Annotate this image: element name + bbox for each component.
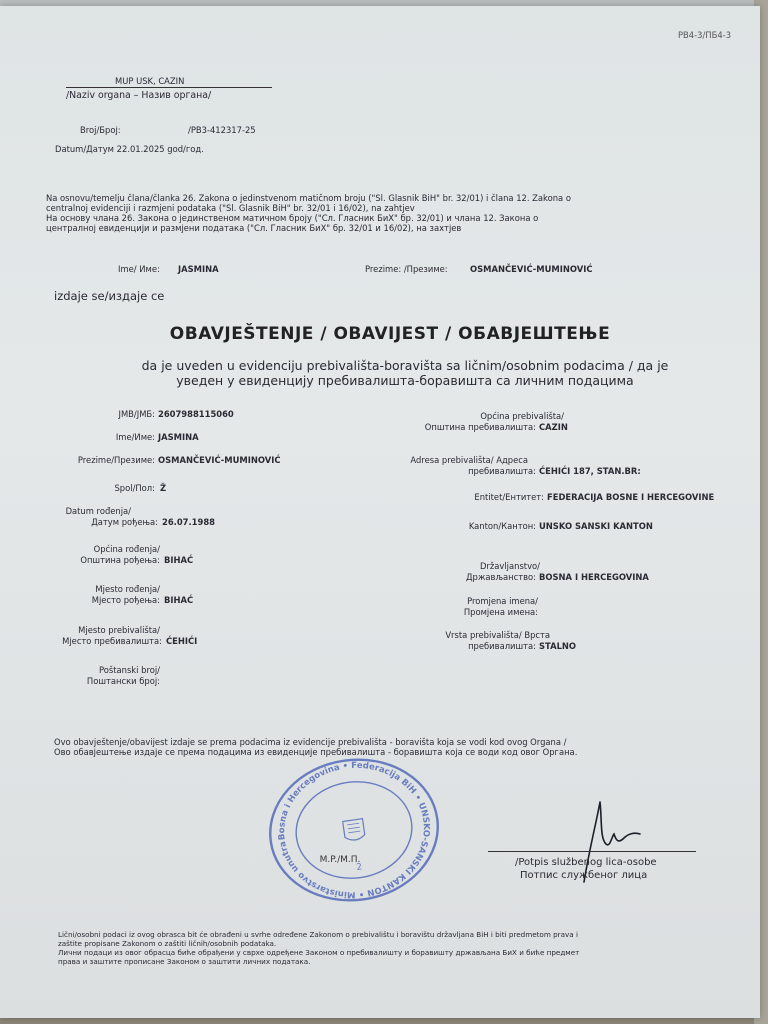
coat-of-arms-icon (343, 819, 366, 842)
subtitle-line-1: da je uveden u evidenciju prebivališta-boravišta sa ličnim/osobnim podacima / да је (141, 358, 669, 373)
canton-value: UNSKO SANSKI KANTON (539, 521, 653, 531)
document-page (0, 6, 760, 1018)
last-name-value: OSMANČEVIĆ-MUMINOVIĆ (158, 455, 281, 465)
birth-place-label-1: Mjesto rođenja/ (95, 584, 160, 594)
stamp-inner-ring (290, 774, 418, 885)
residence-type-label-2: пребивалишта: (468, 641, 536, 651)
subtitle-line-2: уведен у евиденцију пребивалишта-боравишта са личним подацима (176, 373, 634, 388)
first-name-label: Ime/Име: (115, 432, 155, 442)
birth-place-value: BIHAĆ (164, 595, 194, 605)
footer-latin-1: Lični/osobni podaci iz ovog obrasca bit će obrađeni u svrhe određene Zakonom o prebivalištu i boravištu državljana BiH i biti predmetom prava i (58, 930, 578, 939)
residence-municipality-label-2: Општина пребивалишта: (424, 422, 536, 432)
address-label-2: пребивалишта: (468, 466, 536, 476)
birth-municipality-value: BIHAĆ (164, 555, 194, 565)
document-title: OBAVJEŠTENJE / OBAVIJEST / ОБАВЈЕШТЕЊЕ (169, 324, 611, 344)
legal-basis-cyr-2: централној евиденцији и размјени података ("Сл. Гласник БиХ" бр. 32/01 и 16/02), на захтјев (46, 223, 462, 233)
legal-basis-latin-2: centralnoj evidenciji i razmjeni podataka ("Sl. Glasnik BiH" br. 32/01 i 16/02), na zahtjev (46, 203, 415, 213)
authority-label: /Naziv organa – Назив органа/ (66, 90, 212, 101)
birth-date-label-2: Датум рођења: (91, 517, 158, 527)
address-label-1: Adresa prebivališta/ Адреса (410, 455, 528, 465)
name-change-label-2: Промјена имена: (463, 607, 538, 617)
postal-code-label-2: Поштански број: (86, 676, 160, 686)
issue-note-1: Ovo obavještenje/obavijest izdaje se prema podacima iz evidencije prebivališta - boravišta koja se vodi kod ovog Organa / (54, 737, 567, 747)
entity-label: Entitet/Ентитет: (474, 492, 544, 502)
date-label: Datum/Датум (55, 144, 114, 154)
number-value: /PB3-412317-25 (188, 125, 256, 135)
birth-date-label-1: Datum rođenja/ (65, 506, 131, 516)
signature-line (488, 851, 696, 852)
birth-place-label-2: Мјесто рођења: (91, 595, 160, 605)
official-stamp (262, 758, 446, 902)
date-suffix: god/год. (167, 144, 204, 154)
footer-cyr-1: Лични подаци из овог обрасца биће обрађени у сврхе одређене Законом о пребивалишту и боравишту држављана БиХ и биће предмет (58, 948, 580, 957)
legal-basis-cyr-1: На основу члана 26. Закона о јединственом матичном броју ("Сл. Гласник БиХ" бр. 32/01) и члана 12. Закона о (46, 213, 539, 223)
stamp-outer-ring (262, 758, 446, 902)
address-value: ĆEHIĆI 187, STAN.BR: (539, 466, 641, 476)
birth-municipality-label-1: Općina rođenja/ (93, 544, 160, 554)
residence-type-label-1: Vrsta prebivališta/ Врста (445, 630, 550, 640)
entity-value: FEDERACIJA BOSNE I HERCEGOVINE (547, 492, 715, 502)
residence-municipality-label-1: Općina prebivališta/ (480, 411, 564, 421)
stamp-ring-text: Bosna i Hercegovina • Federacija BiH • UNSKO-SANSKI KANTON • Ministarstvo unutrašnjih (277, 760, 431, 900)
authority-name: MUP USK, CAZIN (115, 76, 185, 86)
applicant-last-name: OSMANČEVIĆ-MUMINOVIĆ (470, 264, 593, 274)
residence-type-value: STALNO (539, 641, 577, 651)
last-name-label: Prezime/Презиме: (77, 455, 155, 465)
signature-label-2: Потпис службеног лица (520, 870, 648, 881)
number-label: Broj/Број: (80, 125, 121, 135)
citizenship-value: BOSNA I HERCEGOVINA (539, 572, 649, 582)
residence-municipality-value: CAZIN (539, 422, 568, 432)
name-change-label-1: Promjena imena/ (467, 596, 538, 606)
date-line (55, 144, 204, 154)
first-name-value: JASMINA (158, 432, 199, 442)
stamp-mp-label: M.P./М.П. (319, 855, 361, 865)
signature-label-1: /Potpis službenog lica-osobe (515, 857, 657, 868)
sex-value: Ž (160, 483, 167, 493)
footer-latin-2: zaštite propisane Zakonom o zaštiti ličnih/osobnih podataka. (58, 939, 277, 948)
jmb-value: 2607988115060 (158, 409, 234, 419)
birth-municipality-label-2: Општина рођења: (80, 555, 160, 565)
applicant-last-name-label: Prezime: /Презиме: (365, 264, 448, 274)
applicant-first-name-label: Ime/ Име: (118, 264, 160, 274)
issues-text: izdaje se/издаје се (54, 289, 165, 303)
birth-date-value: 26.07.1988 (162, 517, 215, 527)
canton-label: Kanton/Кантон: (468, 521, 536, 531)
citizenship-label-2: Држављанство: (465, 572, 536, 582)
footer-cyr-2: права и заштите прописане Законом о заштити личних података. (58, 957, 311, 966)
legal-basis-latin-1: Na osnovu/temelju člana/članka 26. Zakona o jedinstvenom matičnom broju ("Sl. Glasnik BiH" br. 32/01) i člana 12. Zakona o (46, 193, 571, 203)
residence-place-value: ĆEHIĆI (166, 636, 198, 646)
residence-place-label-2: Мјесто пребивалишта: (62, 636, 162, 646)
citizenship-label-1: Državljanstvo/ (479, 561, 540, 571)
stamp-number: 2 (355, 862, 363, 873)
applicant-first-name: JASMINA (178, 264, 219, 274)
jmb-label: JMB/ЈМБ: (118, 409, 155, 419)
form-code: РВ4-3/ПБ4-3 (678, 30, 732, 40)
residence-place-label-1: Mjesto prebivališta/ (78, 625, 160, 635)
postal-code-label-1: Poštanski broj/ (98, 665, 160, 675)
date-value: 22.01.2025 (116, 144, 165, 154)
authority-underline (66, 87, 272, 88)
sex-label: Spol/Пол: (114, 483, 155, 493)
issue-note-2: Ово обавјештење издаје се према подацима из евиденције пребивалишта - боравишта која се води код овог Органа. (54, 747, 578, 757)
